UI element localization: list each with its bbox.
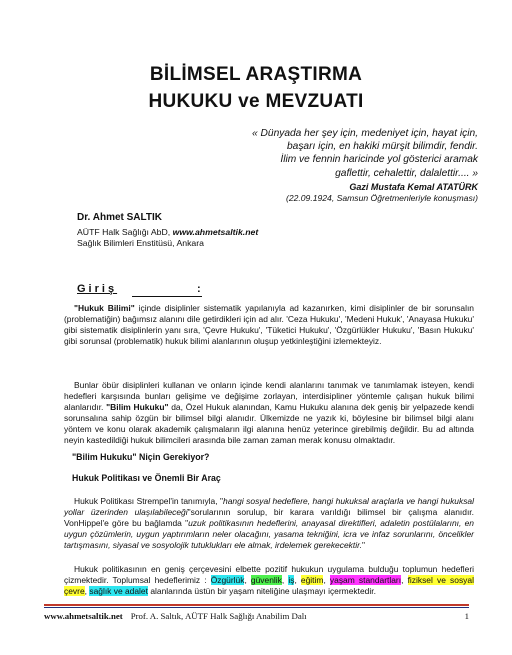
author-block bbox=[77, 212, 258, 249]
quote-attribution bbox=[286, 182, 478, 204]
paragraph-3 bbox=[64, 496, 474, 551]
footer-divider-red bbox=[44, 604, 469, 606]
author-website-link[interactable]: www.ahmetsaltik.net bbox=[172, 227, 259, 237]
highlight-ozgurluk: Özgürlük bbox=[210, 575, 245, 586]
author-affiliation-2: Sağlık Bilimleri Enstitüsü, Ankara bbox=[77, 238, 204, 248]
paragraph-text: alanlarında üstün bir yaşam niteliğine ulaşmayı içermektedir. bbox=[147, 586, 376, 597]
paragraph-text: Bunlar öbür disiplinleri kullanan ve onların içinde kendi alanlarını tanımak ve tanımlamak isteyen, kendi hedefleri karşısında bunları gelişime ve değişime zorlayan, interdisipliner yöntemle çalışan hukuk bilimi alanlarıdır. bbox=[64, 380, 474, 413]
quote-date: (22.09.1924, Samsun Öğretmenleriyle konuşması) bbox=[285, 193, 478, 203]
highlight-guvenlik: güvenlik bbox=[250, 575, 282, 586]
separator: , bbox=[84, 586, 90, 597]
paragraph-text: "sorularının sorulup, bir karara varıldığı bilimsel bir çalışma alanıdır. VonHippel'e göre bu bağlamda " bbox=[64, 507, 474, 529]
quote-author: Gazi Mustafa Kemal ATATÜRK bbox=[349, 182, 478, 192]
epigraph-quote bbox=[228, 127, 478, 180]
bold-term: "Hukuk Bilimi" bbox=[74, 303, 135, 313]
highlight-is: iş bbox=[288, 575, 295, 586]
paragraph-4 bbox=[64, 564, 474, 597]
paragraph-1 bbox=[64, 303, 474, 347]
bold-term: "Bilim Hukuku" bbox=[106, 402, 169, 413]
subheading-law-policy: Hukuk Politikası ve Önemli Bir Araç bbox=[72, 473, 221, 483]
footer-website[interactable]: www.ahmetsaltik.net bbox=[44, 611, 123, 621]
quote-line: başarı için, en hakiki mürşit bilimdir, fendir. bbox=[287, 141, 478, 153]
italic-quote: uzuk politikasının hedeflerini, anayasal direktifleri, adaletin postülalarını, en uygun çözümlerin, uygun yaptırımların neler olacağını, yasama tekniğini, icra ve infaz sorunlarını, öncelikler tartışmasını, siyasal ve sosyolojik tutuklukları ele almak, irdelemek gerekecektir. bbox=[64, 518, 474, 551]
quote-line: İlim ve fennin haricinde yol gösterici aramak bbox=[280, 154, 478, 166]
paragraph-text: içinde disiplinler sistematik yapılanıyla ad kazanırken, kimi disiplinler de bir sorunsalın (problematiğin) bağımsız alanını dile getirdikleri için ad alır. 'Ceza Hukuku', 'Medeni Hukuk', 'Anayasa Hukuku' gibi sistematik disiplinlerin yanı sıra, 'Çevre Hukuku', 'Tüketici Hukuku', 'Özgürlükler Hukuku', 'Basın Hukuku' gibi sorunsal (problematik) hukuk bilimi alanlarının oluşup yetkinleştiğini izlemekteyiz. bbox=[64, 303, 474, 347]
paragraph-2 bbox=[64, 380, 474, 447]
quote-line: « Dünyada her şey için, medeniyet için, hayat için, bbox=[252, 128, 478, 139]
separator: , bbox=[294, 575, 301, 586]
highlight-saglik-adalet: sağlık ve adalet bbox=[89, 586, 148, 597]
footer-divider-blue bbox=[44, 607, 469, 608]
page-footer bbox=[44, 611, 469, 621]
document-title-line2: HUKUKU ve MEVZUATI bbox=[148, 91, 364, 112]
author-name: Dr. Ahmet SALTIK bbox=[77, 212, 163, 223]
heading-underline bbox=[132, 296, 202, 297]
document-title-line1: BİLİMSEL ARAŞTIRMA bbox=[149, 64, 363, 85]
paragraph-text: da, Özel Hukuk alanından, Kamu Hukuku alanına dek geniş bir yelpazede kendi sorunsalına sahip özgün bir bilimsel bilgi alanıdır. Ülkemizde ne yazık ki, böylesine bir bilimsel bilgi alanı yöntem ve konu olarak akademik çalışmaların ilgi alanına henüz yeterince girebilmiş değildir. Bu ad altında neyin kastedildiği hukuk bilimcileri arasında bile zaman zaman merak konusu olmaktadır. bbox=[64, 402, 475, 446]
paragraph-text: Hukuk politikasının en geniş çerçevesini elbette pozitif hukukun uygulama bulduğu toplumun hedefleri çizmektedir. Toplumsal hedeflerimiz : bbox=[64, 564, 474, 586]
author-affiliation-1 bbox=[77, 227, 258, 238]
section-heading-intro bbox=[77, 283, 201, 295]
highlight-egitim: eğitim bbox=[300, 575, 324, 586]
section-heading-text: Giriş bbox=[77, 283, 118, 295]
separator: , bbox=[281, 575, 289, 586]
separator: , bbox=[401, 575, 408, 586]
highlight-cevre: fiziksel ve sosyal çevre bbox=[64, 575, 474, 597]
separator: , bbox=[323, 575, 330, 586]
section-heading-colon: : bbox=[197, 283, 201, 295]
quote-line: gaflettir, cehalettir, dalalettir.... » bbox=[335, 167, 478, 179]
footer-text: Prof. A. Saltık, AÜTF Halk Sağlığı Anabilim Dalı bbox=[130, 611, 307, 621]
affiliation-text: AÜTF Halk Sağlığı AbD, bbox=[77, 227, 173, 237]
separator: , bbox=[244, 575, 251, 586]
page-number: 1 bbox=[464, 611, 469, 621]
subheading-why-science-law: "Bilim Hukuku" Niçin Gerekiyor? bbox=[72, 452, 210, 462]
paragraph-text: Hukuk Politikası Strempel'in tanımıyla, " bbox=[74, 496, 224, 506]
highlight-yasam-standartlari: yaşam standartları bbox=[329, 575, 402, 586]
italic-quote: hangi sosyal hedeflere, hangi hukuksal araçlarla ve hangi hukuksal yollar üzerinden ulaşılabileceği bbox=[64, 496, 474, 518]
paragraph-text: " bbox=[361, 540, 365, 551]
